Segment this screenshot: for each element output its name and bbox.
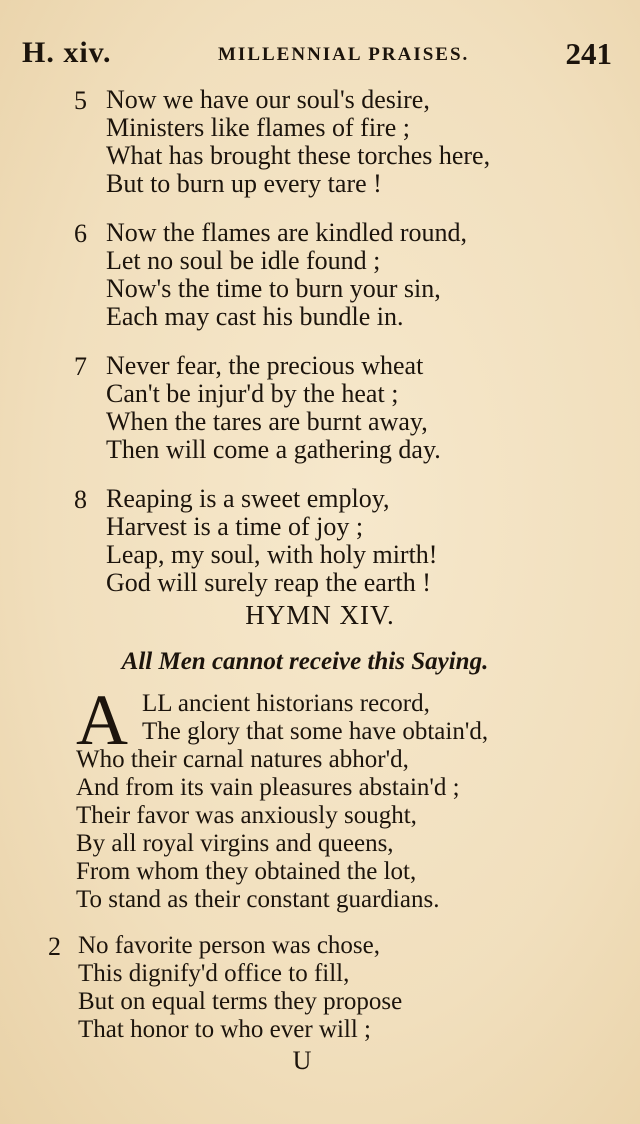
verse-number: 2	[48, 932, 61, 961]
verse-line: Can't be injur'd by the heat ;	[106, 379, 399, 408]
verse-line: Now we have our soul's desire,	[106, 85, 430, 114]
verse-number: 5	[74, 86, 87, 115]
hymn-line: Who their carnal natures abhor'd,	[76, 746, 409, 773]
verse-line: That honor to who ever will ;	[78, 1016, 371, 1043]
hymn-line: The glory that some have obtain'd,	[142, 718, 489, 745]
running-header	[22, 36, 612, 70]
running-title: MILLENNIAL PRAISES.	[218, 44, 470, 65]
verse-number: 8	[74, 485, 87, 514]
verse-line: But on equal terms they propose	[78, 988, 403, 1015]
verse-5	[74, 86, 554, 198]
verse-number: 6	[74, 219, 87, 248]
verse-number: 7	[74, 352, 87, 381]
hymn-line: To stand as their constant guardians.	[76, 886, 440, 913]
verse-6	[74, 219, 554, 331]
drop-cap: A	[76, 680, 128, 760]
signature-mark: U	[292, 1046, 312, 1075]
verse-line: This dignify'd office to fill,	[78, 960, 350, 987]
verse-line: Then will come a gathering day.	[106, 435, 441, 464]
hymn-first-verse	[76, 680, 576, 914]
verse-line: Leap, my soul, with holy mirth!	[106, 540, 438, 569]
verse-line: Harvest is a time of joy ;	[106, 512, 364, 541]
hymn-line: By all royal virgins and queens,	[76, 830, 394, 857]
page-number: 241	[565, 36, 612, 71]
verse-7	[74, 352, 554, 464]
hymn-line: And from its vain pleasures abstain'd ;	[76, 774, 460, 801]
verse-line: What has brought these torches here,	[106, 141, 491, 170]
verse-line: Never fear, the precious wheat	[106, 351, 424, 380]
hymn-reference: H. xiv.	[22, 36, 112, 69]
verse-line: No favorite person was chose,	[78, 932, 380, 959]
hymn-line: From whom they obtained the lot,	[76, 858, 417, 885]
hymn-title: HYMN XIV.	[245, 600, 395, 630]
verse-line: Ministers like flames of fire ;	[106, 113, 410, 142]
verse-line: But to burn up every tare !	[106, 169, 382, 198]
verse-line: Now's the time to burn your sin,	[106, 274, 441, 303]
hymn-verse-2	[48, 932, 568, 1044]
verse-line: Now the flames are kindled round,	[106, 218, 468, 247]
verse-line: Each may cast his bundle in.	[106, 302, 404, 331]
verse-line: God will surely reap the earth !	[106, 568, 431, 597]
verse-line: Let no soul be idle found ;	[106, 246, 381, 275]
verses-section	[74, 86, 554, 618]
hymn-line: Their favor was anxiously sought,	[76, 802, 417, 829]
verse-8	[74, 485, 554, 597]
hymn-subtitle: All Men cannot receive this Saying.	[121, 648, 489, 675]
hymn-line: LL ancient historians record,	[142, 690, 430, 717]
verse-line: When the tares are burnt away,	[106, 407, 428, 436]
verse-line: Reaping is a sweet employ,	[106, 484, 390, 513]
